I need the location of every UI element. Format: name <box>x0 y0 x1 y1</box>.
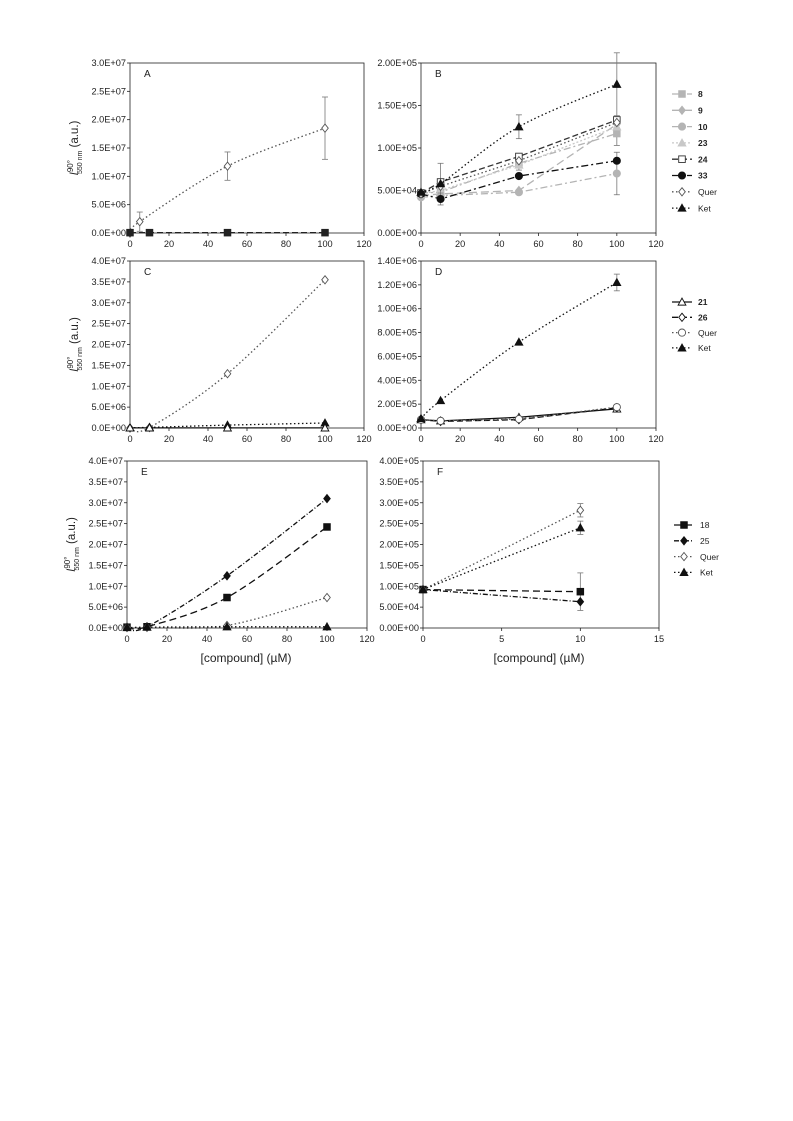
plot-frame <box>423 461 659 628</box>
x-tick-label: 60 <box>533 239 544 249</box>
series-Quer <box>420 504 584 594</box>
legend-label: 10 <box>698 121 708 132</box>
data-point <box>224 572 231 580</box>
data-point <box>224 370 231 378</box>
y-tick-label: 2.5E+07 <box>88 518 123 529</box>
series-line <box>130 280 325 432</box>
x-tick-label: 40 <box>202 434 214 444</box>
legend-marker <box>679 106 686 114</box>
data-point <box>613 404 620 411</box>
y-tick-label: 0.0E+00 <box>91 423 126 433</box>
y-axis-title <box>63 517 81 572</box>
series-25 <box>124 494 331 631</box>
y-tick-label: 2.50E+05 <box>379 518 419 529</box>
y-tick-label: 5.0E+06 <box>91 199 126 210</box>
y-axis-title-main: I <box>69 172 81 176</box>
legend-marker <box>681 537 688 545</box>
legend-label: Quer <box>698 187 717 197</box>
x-tick-label: 40 <box>202 239 214 249</box>
series-Quer <box>127 97 329 237</box>
data-point <box>515 338 523 345</box>
y-tick-label: 2.5E+07 <box>91 86 126 97</box>
y-tick-label: 3.5E+07 <box>88 476 123 487</box>
legend-label: Quer <box>700 551 719 562</box>
x-tick-label: 0 <box>418 434 424 444</box>
legend-B <box>672 89 717 213</box>
data-point <box>324 593 331 601</box>
y-tick-label: 3.5E+07 <box>91 276 126 287</box>
x-tick-label: 5 <box>499 634 505 644</box>
data-point <box>613 279 621 286</box>
data-point <box>437 195 444 202</box>
y-axis-title <box>66 317 84 372</box>
data-point <box>437 417 444 424</box>
x-tick-label: 60 <box>241 434 253 444</box>
legend-marker <box>679 156 686 163</box>
data-point <box>324 494 331 502</box>
legend-label: 23 <box>698 138 708 149</box>
legend-label: 9 <box>698 105 703 116</box>
y-tick-label: 2.00E+05 <box>377 58 417 68</box>
y-tick-label: 5.00E+04 <box>377 185 417 196</box>
x-tick-label: 100 <box>317 239 333 249</box>
x-tick-label: 10 <box>575 634 586 644</box>
series-25 <box>420 585 584 605</box>
panel-label: F <box>437 467 444 478</box>
data-point <box>613 157 620 164</box>
series-Quer <box>127 276 329 432</box>
legend-label: 24 <box>698 154 708 165</box>
y-tick-label: 1.40E+06 <box>377 256 417 266</box>
legend-marker <box>679 188 686 196</box>
plot-frame <box>127 461 367 628</box>
y-tick-label: 8.00E+05 <box>377 327 417 338</box>
panel-E <box>63 456 375 644</box>
y-tick-label: 4.00E+05 <box>377 375 417 386</box>
y-tick-label: 3.50E+05 <box>379 476 419 487</box>
legend-label: 21 <box>698 297 708 308</box>
x-tick-label: 20 <box>163 239 175 249</box>
panel-label: D <box>435 267 443 278</box>
legend-label: 26 <box>698 312 708 323</box>
data-point <box>515 123 523 130</box>
y-tick-label: 1.50E+05 <box>379 560 419 571</box>
y-tick-label: 1.0E+07 <box>88 581 123 592</box>
x-tick-label: 60 <box>241 239 253 249</box>
x-tick-label: 0 <box>127 434 133 444</box>
legend-F <box>674 520 719 577</box>
x-tick-label: 100 <box>609 434 625 444</box>
data-point <box>515 189 522 196</box>
y-tick-label: 0.00E+00 <box>377 423 417 433</box>
legend-label: 8 <box>698 89 703 100</box>
y-tick-label: 3.0E+07 <box>91 58 126 68</box>
y-tick-label: 1.5E+07 <box>91 143 126 153</box>
x-tick-label: 120 <box>356 434 372 444</box>
y-tick-label: 2.00E+05 <box>379 539 419 550</box>
x-tick-label: 0 <box>124 634 130 644</box>
legend-label: 18 <box>700 520 710 531</box>
legend-marker <box>681 522 688 529</box>
data-point <box>577 506 584 514</box>
data-point <box>322 276 329 284</box>
y-tick-label: 1.00E+06 <box>377 303 417 314</box>
y-axis-title-sup: 90° <box>66 160 75 173</box>
series-line <box>421 282 617 418</box>
data-point <box>576 524 584 531</box>
x-tick-label: 80 <box>281 634 293 644</box>
panel-label: A <box>144 69 151 80</box>
data-point <box>324 524 331 531</box>
panel-F <box>379 456 719 644</box>
x-tick-label: 120 <box>648 239 664 249</box>
x-tick-label: 0 <box>418 239 424 249</box>
data-point <box>322 124 329 132</box>
y-tick-label: 4.0E+07 <box>91 256 126 266</box>
x-tick-label: 20 <box>163 434 175 444</box>
legend-marker <box>678 123 685 130</box>
y-tick-label: 3.0E+07 <box>88 497 123 508</box>
y-tick-label: 6.00E+05 <box>377 351 417 362</box>
data-point <box>322 229 329 236</box>
legend-label: Quer <box>698 327 717 338</box>
x-tick-label: 40 <box>494 434 505 444</box>
series-line <box>423 510 580 589</box>
y-axis-title-main: I <box>66 568 78 572</box>
panel-label: E <box>141 467 148 478</box>
y-axis-title-tail: (a.u.) <box>66 517 78 548</box>
x-tick-label: 20 <box>455 239 466 249</box>
plot-frame <box>421 63 656 233</box>
y-tick-label: 3.00E+05 <box>379 497 419 508</box>
x-tick-label: 120 <box>648 434 664 444</box>
y-tick-label: 1.00E+05 <box>377 143 417 153</box>
y-tick-label: 2.0E+07 <box>91 339 126 350</box>
x-tick-label: 80 <box>280 239 292 249</box>
legend-label: Ket <box>698 343 711 354</box>
y-axis-title-main: I <box>69 368 81 372</box>
y-tick-label: 5.0E+06 <box>91 402 126 413</box>
legend-marker <box>681 553 688 561</box>
y-axis-title-sub: 550 nm <box>77 150 84 175</box>
y-tick-label: 0.00E+00 <box>377 228 417 238</box>
panel-C <box>66 256 372 444</box>
y-tick-label: 1.0E+07 <box>91 171 126 182</box>
x-tick-label: 100 <box>609 239 625 249</box>
x-tick-label: 40 <box>201 634 213 644</box>
panel-label: B <box>435 69 442 80</box>
plot-frame <box>130 261 364 428</box>
data-point <box>613 80 621 87</box>
y-tick-label: 2.5E+07 <box>91 318 126 329</box>
y-axis-title-tail: (a.u.) <box>69 120 81 151</box>
x-tick-label: 60 <box>241 634 253 644</box>
x-tick-label: 100 <box>319 634 335 644</box>
legend-label: 25 <box>700 536 710 546</box>
panels <box>63 53 719 644</box>
data-point <box>577 598 584 606</box>
panel-A <box>66 58 372 249</box>
y-tick-label: 1.0E+07 <box>91 381 126 392</box>
series-21 <box>126 424 329 431</box>
x-tick-label: 80 <box>572 434 583 444</box>
y-tick-label: 3.0E+07 <box>91 297 126 308</box>
data-point <box>224 594 231 601</box>
y-axis-title-sub: 550 nm <box>74 547 81 571</box>
x-axis-label-right: [compound] (µM) <box>493 651 585 665</box>
data-point <box>613 170 620 177</box>
y-tick-label: 1.00E+05 <box>379 581 419 592</box>
y-tick-label: 5.00E+04 <box>379 602 419 613</box>
x-axis-label-left: [compound] (µM) <box>200 651 292 665</box>
data-point <box>146 229 153 236</box>
y-tick-label: 0.0E+00 <box>88 623 123 633</box>
x-tick-label: 100 <box>317 434 333 444</box>
x-tick-label: 20 <box>161 634 173 644</box>
plot-frame <box>421 261 656 428</box>
x-tick-label: 60 <box>533 434 544 444</box>
legend-marker <box>679 91 686 98</box>
panel-D <box>377 256 717 444</box>
x-tick-label: 0 <box>420 634 426 644</box>
plot-frame <box>130 63 364 233</box>
y-tick-label: 1.20E+06 <box>377 279 417 290</box>
x-tick-label: 120 <box>356 239 372 249</box>
y-tick-label: 0.0E+00 <box>91 228 126 238</box>
series-Ket <box>419 521 584 593</box>
y-tick-label: 0.00E+00 <box>379 623 419 633</box>
y-tick-label: 2.0E+07 <box>88 539 123 550</box>
y-axis-title-sub: 550 nm <box>77 347 84 371</box>
y-axis-title-sup: 90° <box>63 556 72 569</box>
y-tick-label: 1.5E+07 <box>91 360 126 371</box>
y-tick-label: 2.0E+07 <box>91 114 126 125</box>
data-point <box>136 218 143 226</box>
legend-marker <box>679 313 686 321</box>
data-point <box>224 229 231 236</box>
legend-label: 33 <box>698 170 708 181</box>
data-point <box>437 397 445 404</box>
y-tick-label: 1.50E+05 <box>377 100 417 111</box>
y-tick-label: 1.5E+07 <box>88 560 123 571</box>
series-line <box>127 499 327 631</box>
series-Ket <box>417 274 621 421</box>
legend-marker <box>678 172 685 179</box>
data-point <box>577 588 584 595</box>
panel-label: C <box>144 267 152 278</box>
y-axis-title <box>66 120 84 175</box>
legend-label: Ket <box>698 203 711 214</box>
x-tick-label: 80 <box>280 434 292 444</box>
x-tick-label: 15 <box>653 634 665 644</box>
x-tick-label: 120 <box>359 634 375 644</box>
data-point <box>224 162 231 170</box>
legend-D <box>672 297 717 353</box>
y-axis-title-sup: 90° <box>66 356 75 369</box>
legend-marker <box>678 329 685 336</box>
panel-B <box>377 53 717 249</box>
x-tick-label: 20 <box>455 434 466 444</box>
y-tick-label: 5.0E+06 <box>88 602 123 613</box>
data-point <box>127 229 134 236</box>
x-tick-label: 0 <box>127 239 133 249</box>
y-axis-title-tail: (a.u.) <box>69 317 81 348</box>
x-tick-label: 80 <box>572 239 583 249</box>
data-point <box>614 130 621 137</box>
data-point <box>515 172 522 179</box>
y-tick-label: 2.00E+05 <box>377 399 417 410</box>
x-tick-label: 40 <box>494 239 505 249</box>
legend-label: Ket <box>700 567 713 578</box>
y-tick-label: 4.00E+05 <box>379 456 419 466</box>
y-tick-label: 4.0E+07 <box>88 456 123 466</box>
series-line <box>423 528 580 590</box>
data-point <box>515 415 522 422</box>
